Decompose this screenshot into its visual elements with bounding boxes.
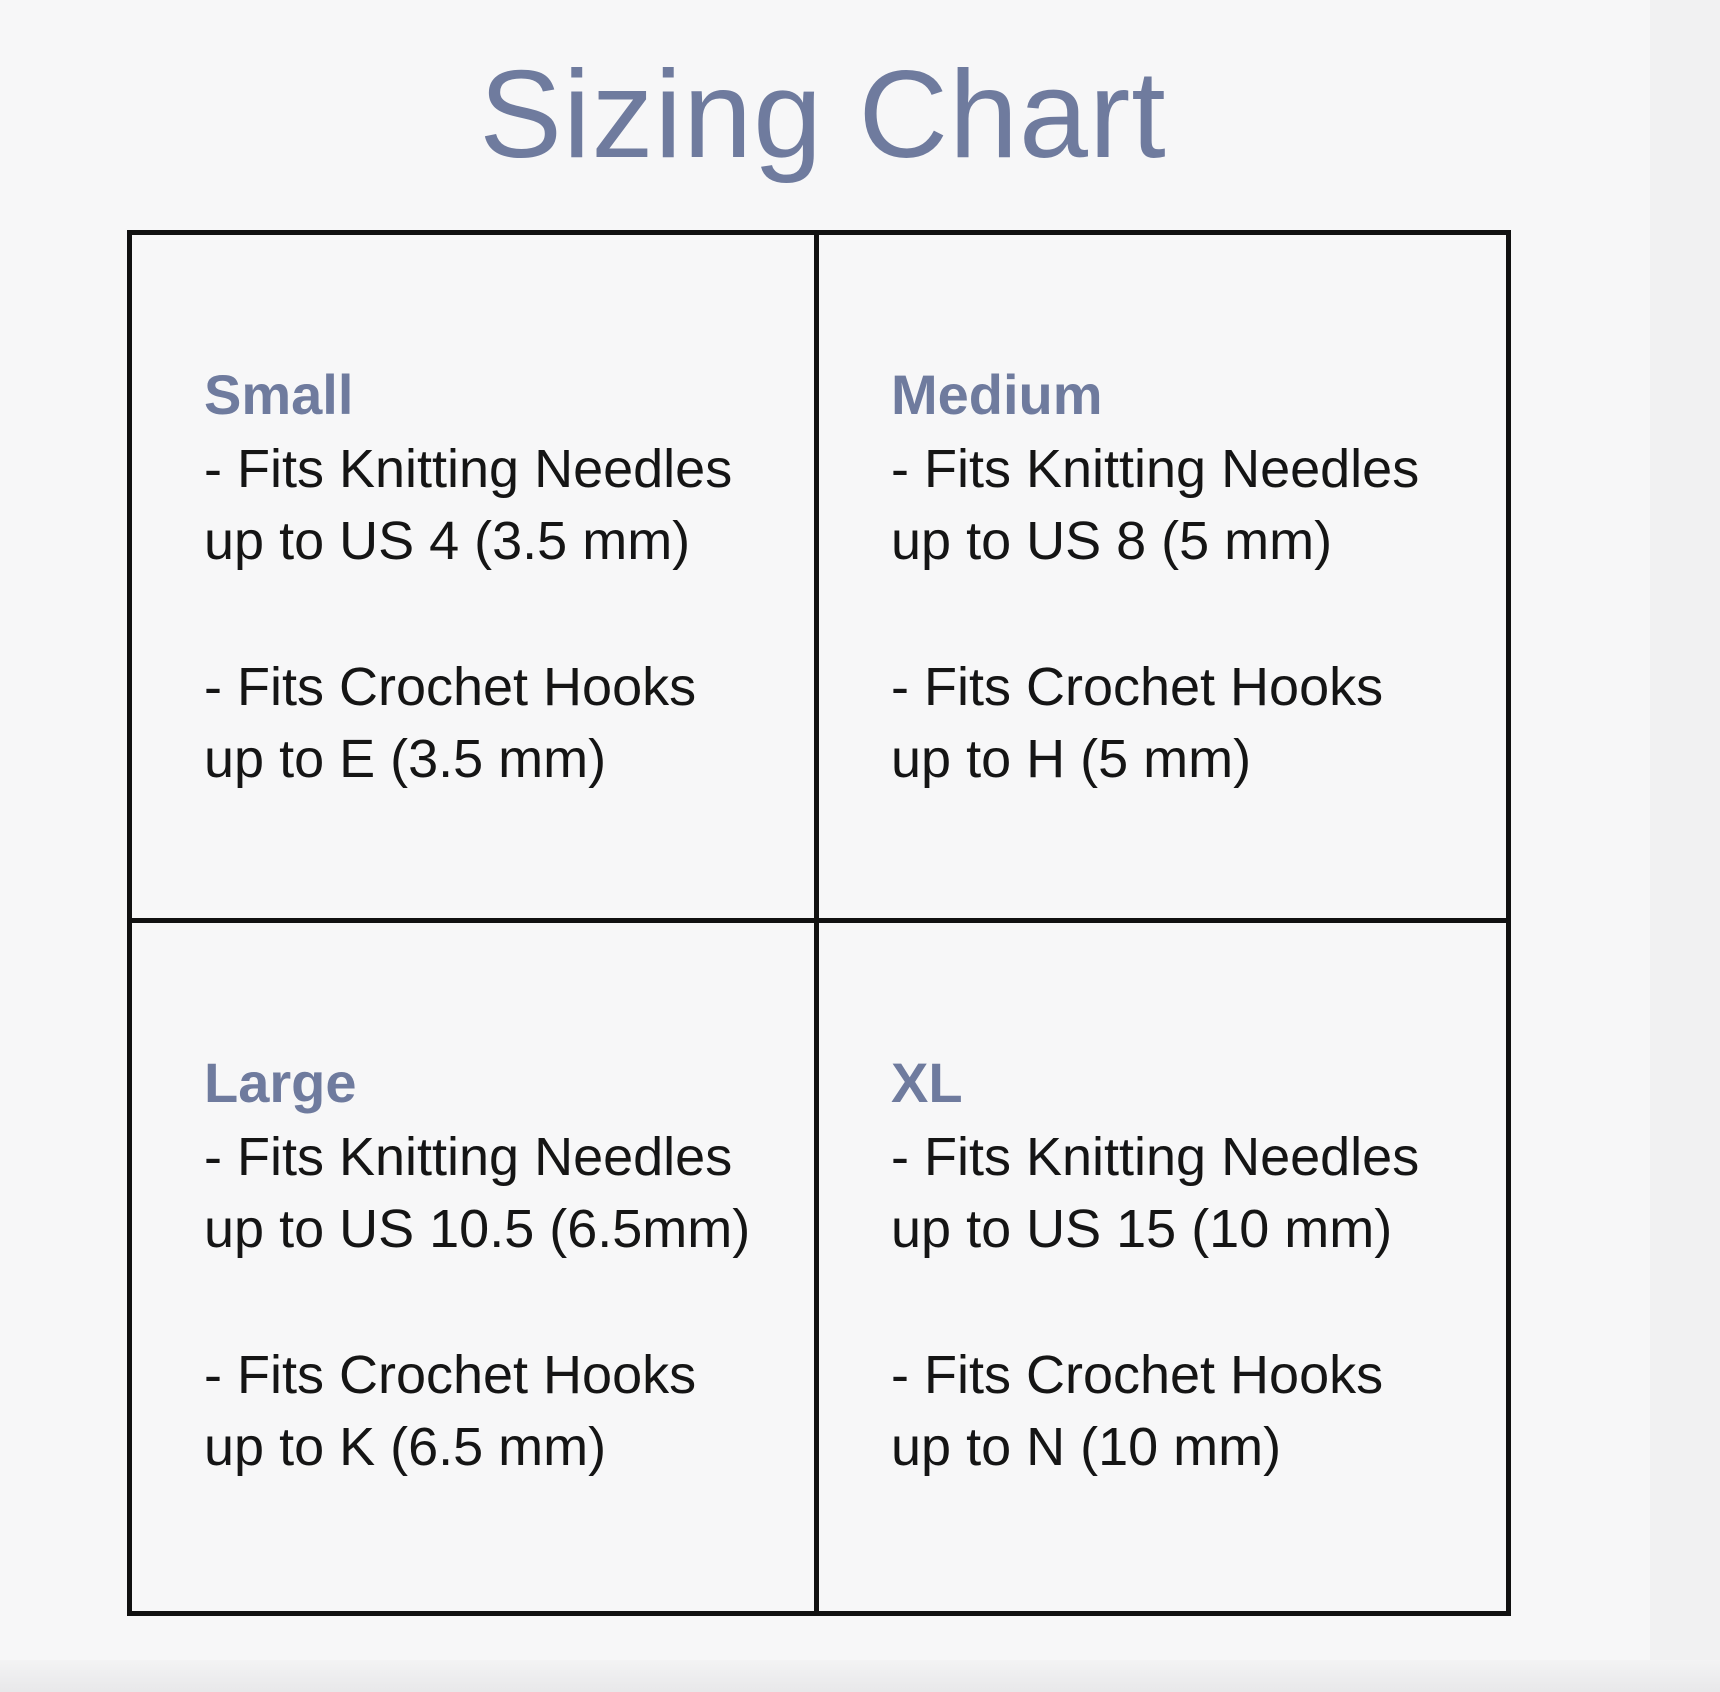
- page-title: Sizing Chart: [479, 46, 1167, 184]
- size-name: Small: [204, 363, 354, 426]
- bottom-background-strip: [0, 1660, 1720, 1692]
- size-cell-content: [891, 363, 1486, 795]
- right-background-strip: [1650, 0, 1720, 1692]
- needles-line: - Fits Knitting Needles: [891, 1127, 1420, 1187]
- spacer: [204, 577, 794, 651]
- hooks-line: - Fits Crochet Hooks: [891, 657, 1384, 717]
- size-cell-content: [204, 363, 794, 795]
- hooks-size: up to H (5 mm): [891, 729, 1252, 789]
- size-cell-content: [891, 1051, 1486, 1483]
- size-name: XL: [891, 1051, 963, 1114]
- spacer: [891, 1265, 1486, 1339]
- hooks-size: up to N (10 mm): [891, 1417, 1282, 1477]
- hooks-line: - Fits Crochet Hooks: [204, 657, 697, 717]
- needles-size: up to US 15 (10 mm): [891, 1199, 1393, 1259]
- size-name: Large: [204, 1051, 357, 1114]
- hooks-line: - Fits Crochet Hooks: [891, 1345, 1384, 1405]
- needles-size: up to US 8 (5 mm): [891, 511, 1333, 571]
- needles-size: up to US 4 (3.5 mm): [204, 511, 691, 571]
- hooks-line: - Fits Crochet Hooks: [204, 1345, 697, 1405]
- size-cell-content: [204, 1051, 794, 1483]
- size-name: Medium: [891, 363, 1103, 426]
- needles-line: - Fits Knitting Needles: [204, 1127, 733, 1187]
- needles-line: - Fits Knitting Needles: [891, 439, 1420, 499]
- size-cell-large: [132, 923, 819, 1611]
- needles-line: - Fits Knitting Needles: [204, 439, 733, 499]
- spacer: [204, 1265, 794, 1339]
- hooks-size: up to K (6.5 mm): [204, 1417, 607, 1477]
- size-cell-medium: [819, 235, 1506, 923]
- sizing-grid: [127, 230, 1511, 1616]
- size-cell-small: [132, 235, 819, 923]
- spacer: [891, 577, 1486, 651]
- size-cell-xl: [819, 923, 1506, 1611]
- needles-size: up to US 10.5 (6.5mm): [204, 1199, 751, 1259]
- hooks-size: up to E (3.5 mm): [204, 729, 607, 789]
